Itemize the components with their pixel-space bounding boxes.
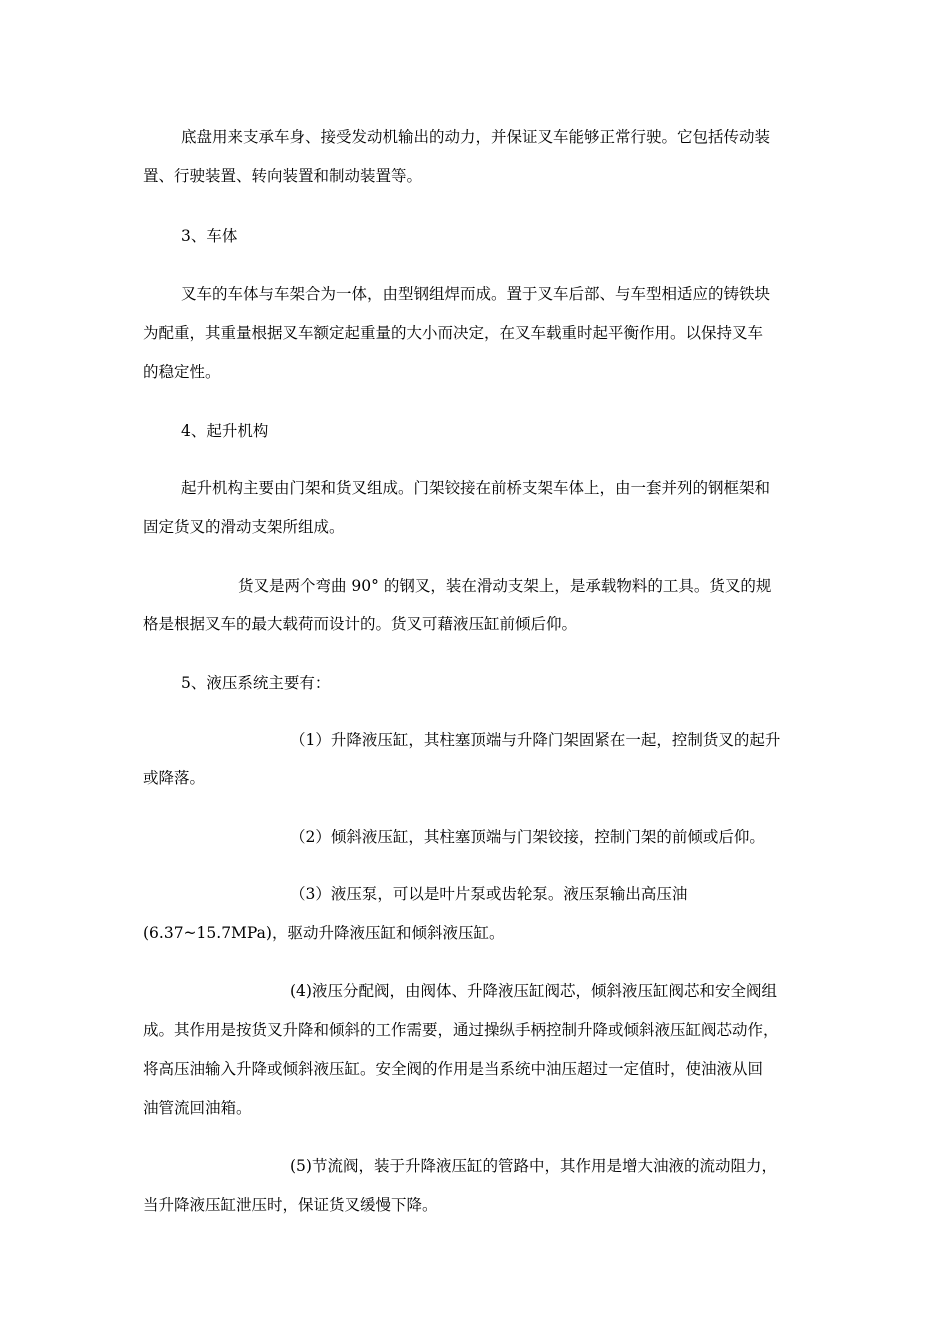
paragraph-line: 起升机构主要由门架和货叉组成。门架铰接在前桥支架车体上，由一套并列的钢框架和 [181, 479, 771, 497]
paragraph-line: 置、行驶装置、转向装置和制动装置等。 [143, 167, 423, 185]
list-item-line: 或降落。 [143, 769, 206, 787]
list-item-line: (4)液压分配阀，由阀体、升降液压缸阀芯，倾斜液压缸阀芯和安全阀组 [290, 982, 777, 1000]
section-heading: 4、起升机构 [181, 422, 269, 440]
paragraph-line: 的稳定性。 [143, 363, 221, 381]
list-item-line: 将高压油输入升降或倾斜液压缸。安全阀的作用是当系统中油压超过一定值时，使油液从回 [143, 1060, 764, 1078]
section-heading: 5、液压系统主要有： [181, 674, 331, 692]
paragraph-line: 叉车的车体与车架合为一体，由型钢组焊而成。置于叉车后部、与车型相适应的铸铁块 [181, 285, 771, 303]
paragraph-line: 固定货叉的滑动支架所组成。 [143, 518, 345, 536]
list-item-line: (6.37~15.7MPa)，驱动升降液压缸和倾斜液压缸。 [143, 924, 505, 942]
paragraph-line: 为配重，其重量根据叉车额定起重量的大小而决定，在叉车载重时起平衡作用。以保持叉车 [143, 324, 764, 342]
list-item-line: （2）倾斜液压缸，其柱塞顶端与门架铰接，控制门架的前倾或后仰。 [290, 828, 765, 846]
list-item-line: （3）液压泵，可以是叶片泵或齿轮泵。液压泵输出高压油 [290, 885, 688, 903]
list-item-line: 油管流回油箱。 [143, 1099, 252, 1117]
paragraph-line: 货叉是两个弯曲 90° 的钢叉，装在滑动支架上，是承载物料的工具。货叉的规 [238, 577, 772, 595]
list-item-line: (5)节流阀，装于升降液压缸的管路中，其作用是增大油液的流动阻力， [290, 1157, 777, 1175]
paragraph-line: 格是根据叉车的最大载荷而设计的。货叉可藉液压缸前倾后仰。 [143, 615, 578, 633]
section-heading: 3、车体 [181, 227, 238, 245]
paragraph-line: 底盘用来支承车身、接受发动机输出的动力，并保证叉车能够正常行驶。它包括传动装 [181, 128, 771, 146]
list-item-line: 当升降液压缸泄压时，保证货叉缓慢下降。 [143, 1196, 438, 1214]
list-item-line: （1）升降液压缸，其柱塞顶端与升降门架固紧在一起，控制货叉的起升 [290, 731, 781, 749]
list-item-line: 成。其作用是按货叉升降和倾斜的工作需要，通过操纵手柄控制升降或倾斜液压缸阀芯动作， [143, 1021, 779, 1039]
